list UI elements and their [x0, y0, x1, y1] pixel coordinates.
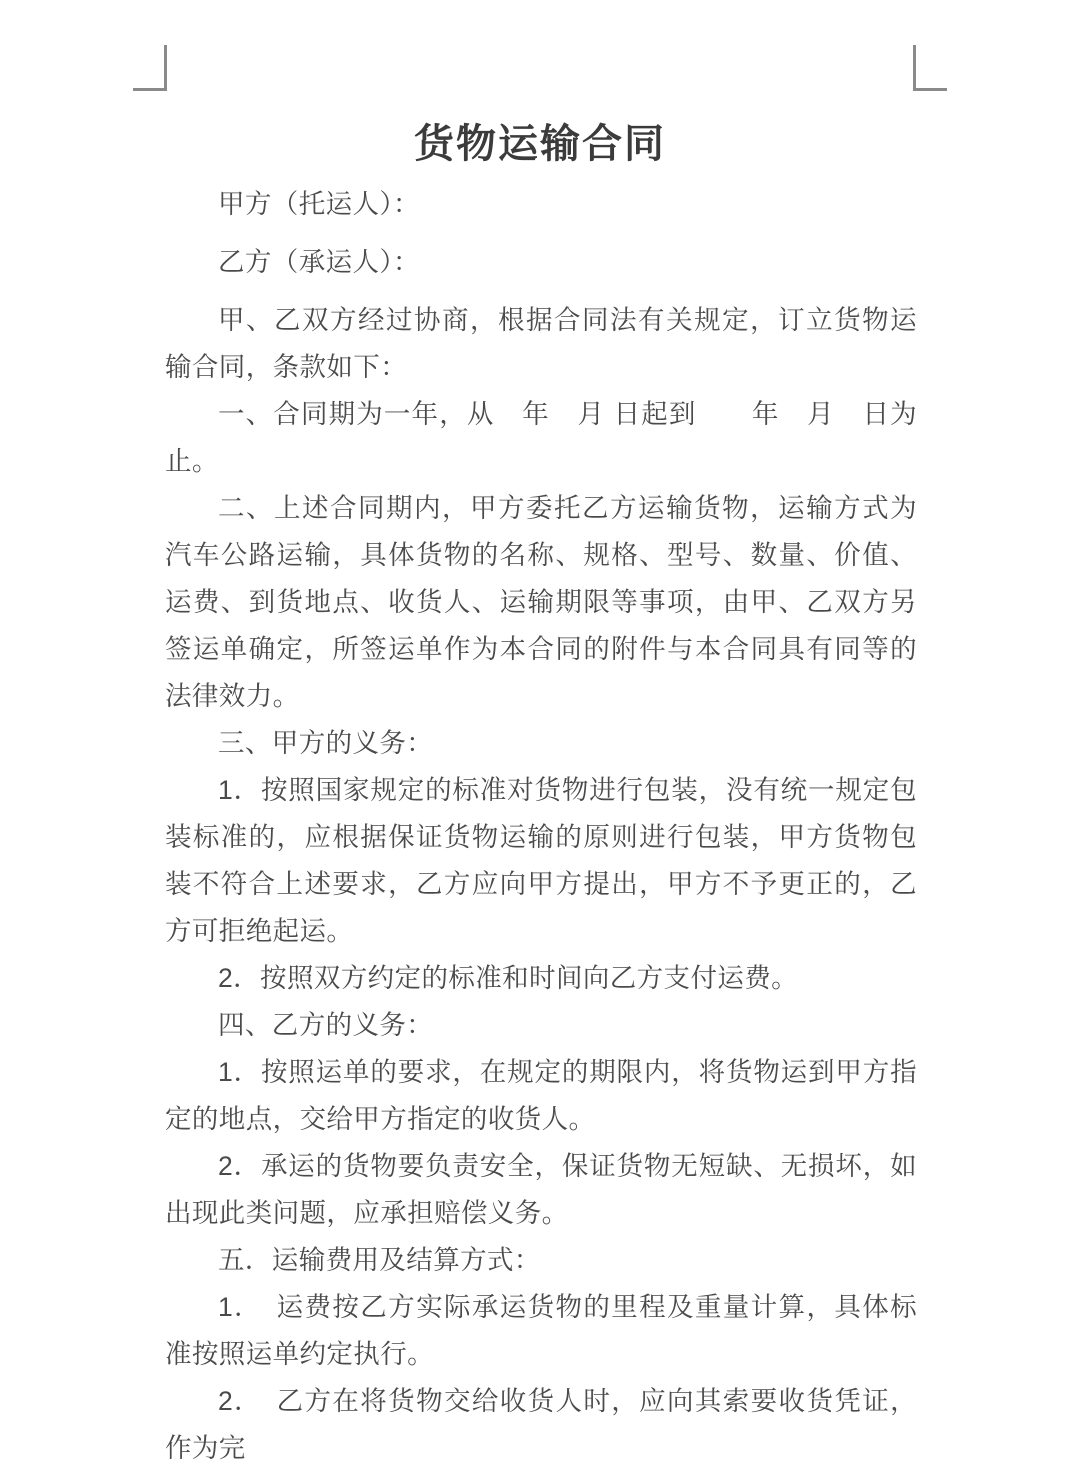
paragraph-preamble: 甲、乙双方经过协商，根据合同法有关规定，订立货物运输合同，条款如下： [165, 305, 917, 382]
paragraph-clause-5-heading: 五．运输费用及结算方式： [218, 1245, 541, 1275]
paragraph-clause-1: 一、合同期为一年，从 年 月 日起到 年 月 日为止。 [165, 399, 917, 476]
paragraph-party-a: 甲方（托运人）： [218, 189, 420, 219]
paragraph-clause-4-heading: 四、乙方的义务： [218, 1010, 434, 1040]
crop-mark-vertical-stroke [913, 45, 916, 91]
crop-mark-horizontal-stroke [133, 88, 167, 91]
paragraph-clause-4-item-2: 2．承运的货物要负责安全，保证货物无短缺、无损坏，如出现此类问题，应承担赔偿义务。 [165, 1151, 917, 1228]
crop-mark-top-left-icon [133, 45, 167, 91]
document-title: 货物运输合同 [414, 121, 666, 166]
crop-mark-top-right-icon [913, 45, 947, 91]
paragraph-clause-5-item-1: 1． 运费按乙方实际承运货物的里程及重量计算，具体标准按照运单约定执行。 [165, 1292, 917, 1369]
paragraph-clause-3-item-1: 1．按照国家规定的标准对货物进行包装，没有统一规定包装标准的，应根据保证货物运输的原则进行包装，甲方货物包装不符合上述要求，乙方应向甲方提出，甲方不予更正的，乙方可拒绝起运。 [165, 775, 917, 946]
paragraph-clause-2: 二、上述合同期内，甲方委托乙方运输货物，运输方式为汽车公路运输，具体货物的名称、规格、型号、数量、价值、运费、到货地点、收货人、运输期限等事项，由甲、乙双方另签运单确定，所签运单作为本合同的附件与本合同具有同等的法律效力。 [165, 493, 917, 711]
paragraph-clause-5-item-2: 2． 乙方在将货物交给收货人时，应向其索要收货凭证，作为完 [165, 1386, 917, 1463]
crop-mark-vertical-stroke [164, 45, 167, 91]
paragraph-clause-3-heading: 三、甲方的义务： [218, 728, 434, 758]
document-body [165, 181, 917, 1472]
paragraph-clause-3-item-2: 2．按照双方约定的标准和时间向乙方支付运费。 [218, 963, 799, 993]
paragraph-clause-4-item-1: 1．按照运单的要求，在规定的期限内，将货物运到甲方指定的地点，交给甲方指定的收货人。 [165, 1057, 917, 1134]
crop-mark-horizontal-stroke [913, 88, 947, 91]
paragraph-party-b: 乙方（承运人）： [218, 247, 420, 277]
